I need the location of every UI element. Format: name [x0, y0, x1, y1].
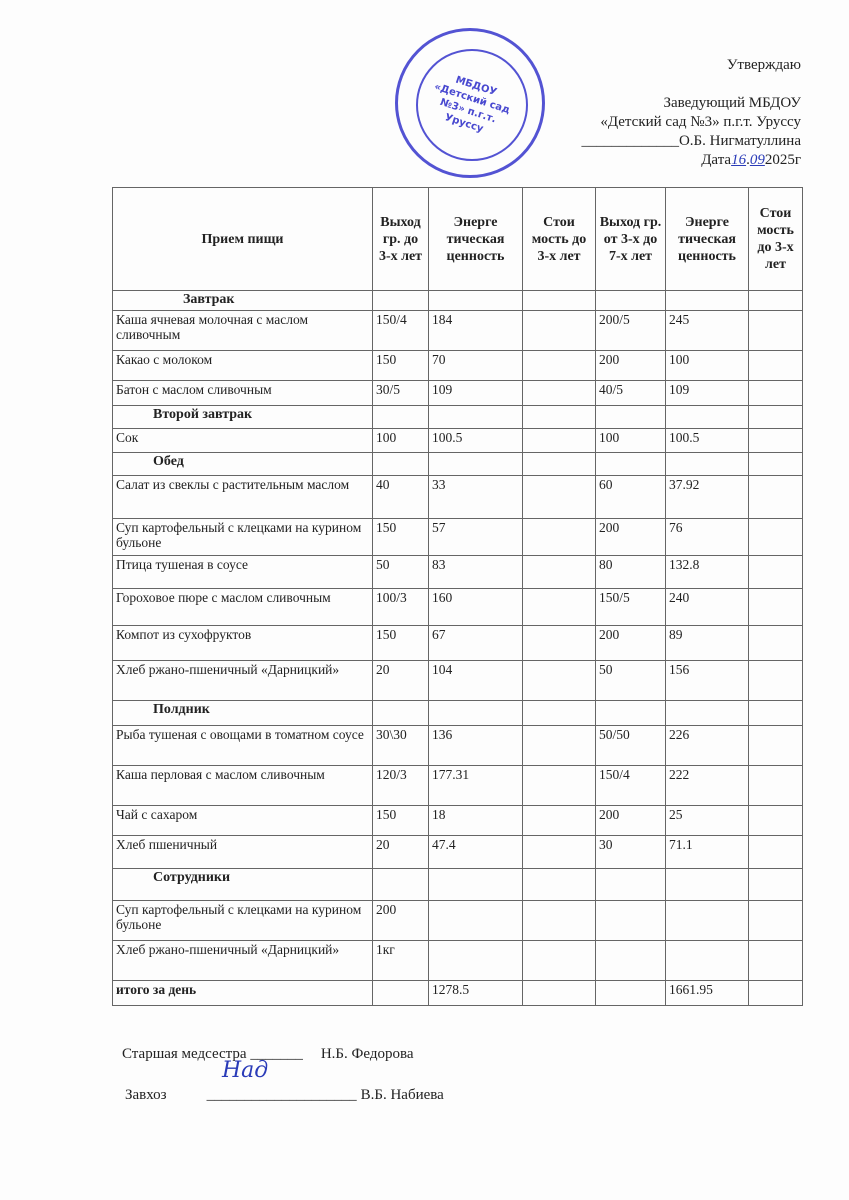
dish-name: Сок — [113, 429, 373, 453]
table-cell: 40/5 — [596, 381, 666, 406]
table-cell: 156 — [666, 661, 749, 701]
table-row — [113, 429, 803, 453]
empty-cell — [749, 453, 803, 476]
storekeeper-signature-line: Завхоз ____________________ В.Б. Набиева — [125, 1087, 444, 1103]
empty-cell — [429, 869, 523, 901]
empty-cell — [666, 869, 749, 901]
table-cell: 30/5 — [373, 381, 429, 406]
dish-name: Каша ячневая молочная с маслом сливочным — [113, 311, 373, 351]
table-cell — [749, 381, 803, 406]
table-cell — [749, 351, 803, 381]
empty-cell — [596, 453, 666, 476]
empty-cell — [373, 453, 429, 476]
table-cell: 150 — [373, 351, 429, 381]
table-cell: 104 — [429, 661, 523, 701]
table-cell: 1кг — [373, 941, 429, 981]
table-cell: 109 — [429, 381, 523, 406]
table-cell — [373, 981, 429, 1006]
dish-name: Рыба тушеная с овощами в томатном соусе — [113, 726, 373, 766]
section-title: Второй завтрак — [113, 406, 373, 429]
table-cell — [596, 941, 666, 981]
table-cell: 200 — [596, 806, 666, 836]
table-cell: 89 — [666, 626, 749, 661]
dish-name: Хлеб пшеничный — [113, 836, 373, 869]
table-row — [113, 806, 803, 836]
table-cell: 100.5 — [429, 429, 523, 453]
table-row — [113, 661, 803, 701]
table-cell: 120/3 — [373, 766, 429, 806]
dish-name: Птица тушеная в соусе — [113, 556, 373, 589]
column-header: Прием пищи — [113, 188, 373, 291]
dish-name: итого за день — [113, 981, 373, 1006]
column-header: Стои мость до 3-х лет — [749, 188, 803, 291]
table-row — [113, 311, 803, 351]
section-title: Полдник — [113, 701, 373, 726]
approver-position: Заведующий МБДОУ — [663, 95, 801, 111]
table-cell: 80 — [596, 556, 666, 589]
table-cell: 47.4 — [429, 836, 523, 869]
table-cell — [749, 836, 803, 869]
table-cell: 132.8 — [666, 556, 749, 589]
table-cell — [523, 556, 596, 589]
dish-name: Салат из свеклы с растительным маслом — [113, 476, 373, 519]
column-header: Энерге тическая ценность — [666, 188, 749, 291]
empty-cell — [596, 291, 666, 311]
empty-cell — [373, 701, 429, 726]
table-cell: 20 — [373, 661, 429, 701]
empty-cell — [429, 701, 523, 726]
table-cell: 222 — [666, 766, 749, 806]
table-cell — [523, 626, 596, 661]
table-cell — [666, 941, 749, 981]
empty-cell — [523, 453, 596, 476]
empty-cell — [666, 291, 749, 311]
table-cell: 70 — [429, 351, 523, 381]
dish-name: Хлеб ржано-пшеничный «Дарницкий» — [113, 661, 373, 701]
table-cell: 25 — [666, 806, 749, 836]
table-row — [113, 626, 803, 661]
dish-name: Какао с молоком — [113, 351, 373, 381]
approval-block — [581, 94, 801, 170]
table-cell: 33 — [429, 476, 523, 519]
table-cell: 67 — [429, 626, 523, 661]
empty-cell — [429, 291, 523, 311]
table-cell — [749, 726, 803, 766]
table-cell: 83 — [429, 556, 523, 589]
table-cell: 30 — [596, 836, 666, 869]
section-title: Сотрудники — [113, 869, 373, 901]
table-cell: 100 — [666, 351, 749, 381]
table-cell — [749, 981, 803, 1006]
empty-cell — [749, 291, 803, 311]
table-cell: 200 — [596, 351, 666, 381]
table-cell: 20 — [373, 836, 429, 869]
empty-cell — [373, 291, 429, 311]
table-cell — [523, 901, 596, 941]
table-cell — [523, 941, 596, 981]
table-cell: 1278.5 — [429, 981, 523, 1006]
table-cell — [749, 589, 803, 626]
section-row — [113, 701, 803, 726]
table-cell: 184 — [429, 311, 523, 351]
table-cell: 200 — [596, 626, 666, 661]
table-row — [113, 589, 803, 626]
table-cell — [749, 476, 803, 519]
table-row — [113, 836, 803, 869]
table-cell — [523, 381, 596, 406]
table-cell: 245 — [666, 311, 749, 351]
column-header: Выход гр. до 3-х лет — [373, 188, 429, 291]
column-header: Энерге тическая ценность — [429, 188, 523, 291]
table-cell: 200/5 — [596, 311, 666, 351]
dish-name: Чай с сахаром — [113, 806, 373, 836]
empty-cell — [749, 406, 803, 429]
empty-cell — [523, 291, 596, 311]
table-cell — [749, 556, 803, 589]
section-title: Завтрак — [113, 291, 373, 311]
table-cell: 100.5 — [666, 429, 749, 453]
table-cell: 40 — [373, 476, 429, 519]
dish-name: Гороховое пюре с маслом сливочным — [113, 589, 373, 626]
empty-cell — [596, 406, 666, 429]
table-cell: 150 — [373, 806, 429, 836]
dish-name: Компот из сухофруктов — [113, 626, 373, 661]
table-cell: 30\30 — [373, 726, 429, 766]
approval-date: Дата16.092025г — [701, 152, 801, 168]
section-title: Обед — [113, 453, 373, 476]
table-cell: 226 — [666, 726, 749, 766]
table-row — [113, 476, 803, 519]
table-cell — [523, 519, 596, 556]
menu-table — [112, 187, 803, 1006]
table-cell — [749, 661, 803, 701]
empty-cell — [523, 406, 596, 429]
table-cell — [523, 766, 596, 806]
table-cell — [749, 941, 803, 981]
table-cell: 150 — [373, 626, 429, 661]
empty-cell — [429, 406, 523, 429]
table-cell: 50/50 — [596, 726, 666, 766]
table-cell: 100 — [373, 429, 429, 453]
table-cell: 1661.95 — [666, 981, 749, 1006]
total-row — [113, 981, 803, 1006]
section-row — [113, 869, 803, 901]
empty-cell — [373, 869, 429, 901]
table-cell — [749, 429, 803, 453]
table-cell — [523, 311, 596, 351]
table-cell: 150 — [373, 519, 429, 556]
table-row — [113, 901, 803, 941]
table-cell — [523, 806, 596, 836]
table-cell — [523, 981, 596, 1006]
approve-label: Утверждаю — [726, 57, 801, 73]
official-stamp: МБДОУ «Детский сад №3» п.г.т. Уруссу — [395, 28, 545, 178]
dish-name: Батон с маслом сливочным — [113, 381, 373, 406]
handwritten-signature: Над — [222, 1058, 269, 1083]
table-cell: 76 — [666, 519, 749, 556]
table-cell — [749, 806, 803, 836]
table-row — [113, 941, 803, 981]
table-cell: 37.92 — [666, 476, 749, 519]
empty-cell — [429, 453, 523, 476]
table-cell: 50 — [596, 661, 666, 701]
table-cell — [749, 901, 803, 941]
table-cell — [523, 726, 596, 766]
empty-cell — [596, 869, 666, 901]
table-cell — [523, 836, 596, 869]
table-cell — [596, 981, 666, 1006]
dish-name: Каша перловая с маслом сливочным — [113, 766, 373, 806]
table-row — [113, 381, 803, 406]
table-cell: 57 — [429, 519, 523, 556]
table-cell: 200 — [373, 901, 429, 941]
table-cell: 200 — [596, 519, 666, 556]
empty-cell — [749, 869, 803, 901]
table-cell: 177.31 — [429, 766, 523, 806]
empty-cell — [749, 701, 803, 726]
empty-cell — [596, 701, 666, 726]
section-row — [113, 406, 803, 429]
approver-name: _____________О.Б. Нигматуллина — [581, 133, 801, 149]
dish-name: Суп картофельный с клецками на курином бульоне — [113, 519, 373, 556]
table-row — [113, 351, 803, 381]
empty-cell — [373, 406, 429, 429]
table-cell: 71.1 — [666, 836, 749, 869]
table-cell — [523, 589, 596, 626]
table-cell — [666, 901, 749, 941]
table-cell — [749, 311, 803, 351]
approver-org: «Детский сад №3» п.г.т. Уруссу — [600, 114, 801, 130]
table-cell: 136 — [429, 726, 523, 766]
table-cell: 150/4 — [373, 311, 429, 351]
table-cell: 18 — [429, 806, 523, 836]
table-cell — [523, 429, 596, 453]
table-cell — [749, 626, 803, 661]
table-cell — [523, 476, 596, 519]
table-cell: 160 — [429, 589, 523, 626]
table-cell — [523, 661, 596, 701]
table-cell — [429, 901, 523, 941]
table-row — [113, 519, 803, 556]
column-header: Выход гр. от 3-х до 7-х лет — [596, 188, 666, 291]
table-cell: 60 — [596, 476, 666, 519]
column-header: Стои мость до 3-х лет — [523, 188, 596, 291]
section-row — [113, 453, 803, 476]
table-cell — [749, 766, 803, 806]
empty-cell — [666, 406, 749, 429]
table-cell: 50 — [373, 556, 429, 589]
dish-name: Суп картофельный с клецками на курином бульоне — [113, 901, 373, 941]
table-cell — [429, 941, 523, 981]
table-cell: 100/3 — [373, 589, 429, 626]
dish-name: Хлеб ржано-пшеничный «Дарницкий» — [113, 941, 373, 981]
empty-cell — [666, 453, 749, 476]
table-cell: 240 — [666, 589, 749, 626]
section-row — [113, 291, 803, 311]
empty-cell — [523, 869, 596, 901]
table-cell — [523, 351, 596, 381]
table-cell: 109 — [666, 381, 749, 406]
table-cell: 150/5 — [596, 589, 666, 626]
table-row — [113, 726, 803, 766]
table-cell — [596, 901, 666, 941]
nurse-signature-line: Старшая медсестра _______ Н.Б. Федорова — [122, 1046, 414, 1062]
table-row — [113, 766, 803, 806]
table-cell: 150/4 — [596, 766, 666, 806]
table-cell — [749, 519, 803, 556]
empty-cell — [666, 701, 749, 726]
empty-cell — [523, 701, 596, 726]
table-cell: 100 — [596, 429, 666, 453]
table-row — [113, 556, 803, 589]
